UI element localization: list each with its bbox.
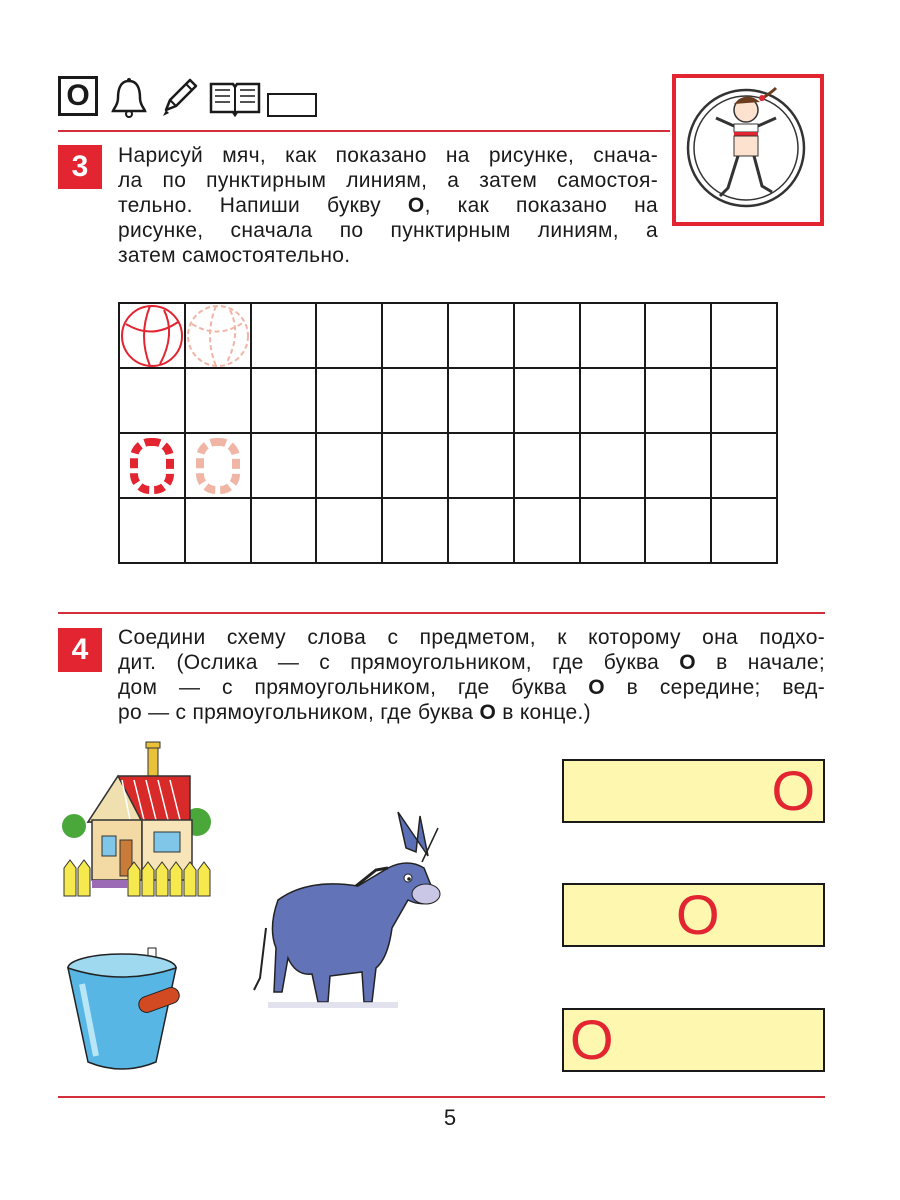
task-3-instructions: Нарисуй мяч, как показано на рисунке, снача- ла по пунктирным линиям, а затем самостоя- тельно. Напиши букву О, как показано на рисунке, сначала по пунктирным линиям, а затем самостоятельно.: [118, 144, 658, 267]
grid-cell[interactable]: [252, 499, 318, 564]
page-number: 5: [443, 1105, 457, 1130]
task-4-number: 4: [58, 628, 102, 672]
task-4-instructions: Соедини схему слова с предметом, к которому она подхо- дит. (Ослика — с прямоугольником, где буква О в начале; дом — с прямоугольником, где буква О в середине; вед- ро — с прямоугольником, где буква О в конце.): [118, 626, 825, 724]
grid-cell[interactable]: [317, 304, 383, 369]
grid-cell[interactable]: [449, 434, 515, 499]
grid-cell[interactable]: [186, 369, 252, 434]
grid-cell[interactable]: [317, 499, 383, 564]
grid-cell[interactable]: [252, 434, 318, 499]
grid-cell[interactable]: [383, 369, 449, 434]
scheme-letter-end[interactable]: [562, 759, 825, 823]
task-3-number: 3: [58, 145, 102, 189]
grid-cell[interactable]: [449, 304, 515, 369]
ball-sample[interactable]: [120, 304, 186, 369]
grid-cell[interactable]: [712, 369, 778, 434]
grid-cell[interactable]: [120, 369, 186, 434]
footer-rule: [58, 1096, 825, 1098]
grid-cell[interactable]: [712, 304, 778, 369]
grid-cell[interactable]: [252, 369, 318, 434]
grid-cell[interactable]: [515, 304, 581, 369]
tracing-grid: [118, 302, 778, 564]
grid-cell[interactable]: [515, 369, 581, 434]
grid-cell[interactable]: [383, 304, 449, 369]
grid-cell[interactable]: [383, 499, 449, 564]
header-rule: [58, 130, 670, 132]
grid-cell[interactable]: [646, 499, 712, 564]
letter-o-trace[interactable]: [186, 434, 252, 499]
grid-cell[interactable]: [646, 369, 712, 434]
grid-cell[interactable]: [581, 369, 647, 434]
grid-cell[interactable]: [449, 499, 515, 564]
scheme-letter: О: [570, 1008, 614, 1071]
ball-trace[interactable]: [186, 304, 252, 369]
letter-o-box: О: [58, 76, 98, 116]
grid-cell[interactable]: [712, 499, 778, 564]
pencil-icon: [158, 76, 200, 118]
grid-cell[interactable]: [317, 369, 383, 434]
grid-cell[interactable]: [449, 369, 515, 434]
house-picture[interactable]: [62, 740, 212, 898]
grid-cell[interactable]: [120, 499, 186, 564]
grid-cell[interactable]: [317, 434, 383, 499]
grid-cell[interactable]: [712, 434, 778, 499]
bell-icon: [108, 76, 150, 118]
girl-hoop-picture: [672, 74, 824, 226]
grid-cell[interactable]: [581, 434, 647, 499]
grid-cell[interactable]: [646, 434, 712, 499]
grid-cell[interactable]: [383, 434, 449, 499]
donkey-picture[interactable]: [248, 808, 458, 1013]
grid-cell[interactable]: [646, 304, 712, 369]
book-icon: [208, 80, 262, 118]
grid-cell[interactable]: [581, 304, 647, 369]
scheme-letter-start[interactable]: [562, 1008, 825, 1072]
grid-cell[interactable]: [186, 499, 252, 564]
letter-o-sample[interactable]: [120, 434, 186, 499]
scheme-letter: О: [676, 883, 720, 946]
section-rule: [58, 612, 825, 614]
grid-cell[interactable]: [515, 499, 581, 564]
grid-cell[interactable]: [252, 304, 318, 369]
scheme-letter: О: [771, 759, 815, 822]
grid-cell[interactable]: [515, 434, 581, 499]
grid-cell[interactable]: [581, 499, 647, 564]
bucket-picture[interactable]: [62, 944, 188, 1074]
blank-rectangle: [267, 93, 317, 117]
scheme-letter-middle[interactable]: [562, 883, 825, 947]
